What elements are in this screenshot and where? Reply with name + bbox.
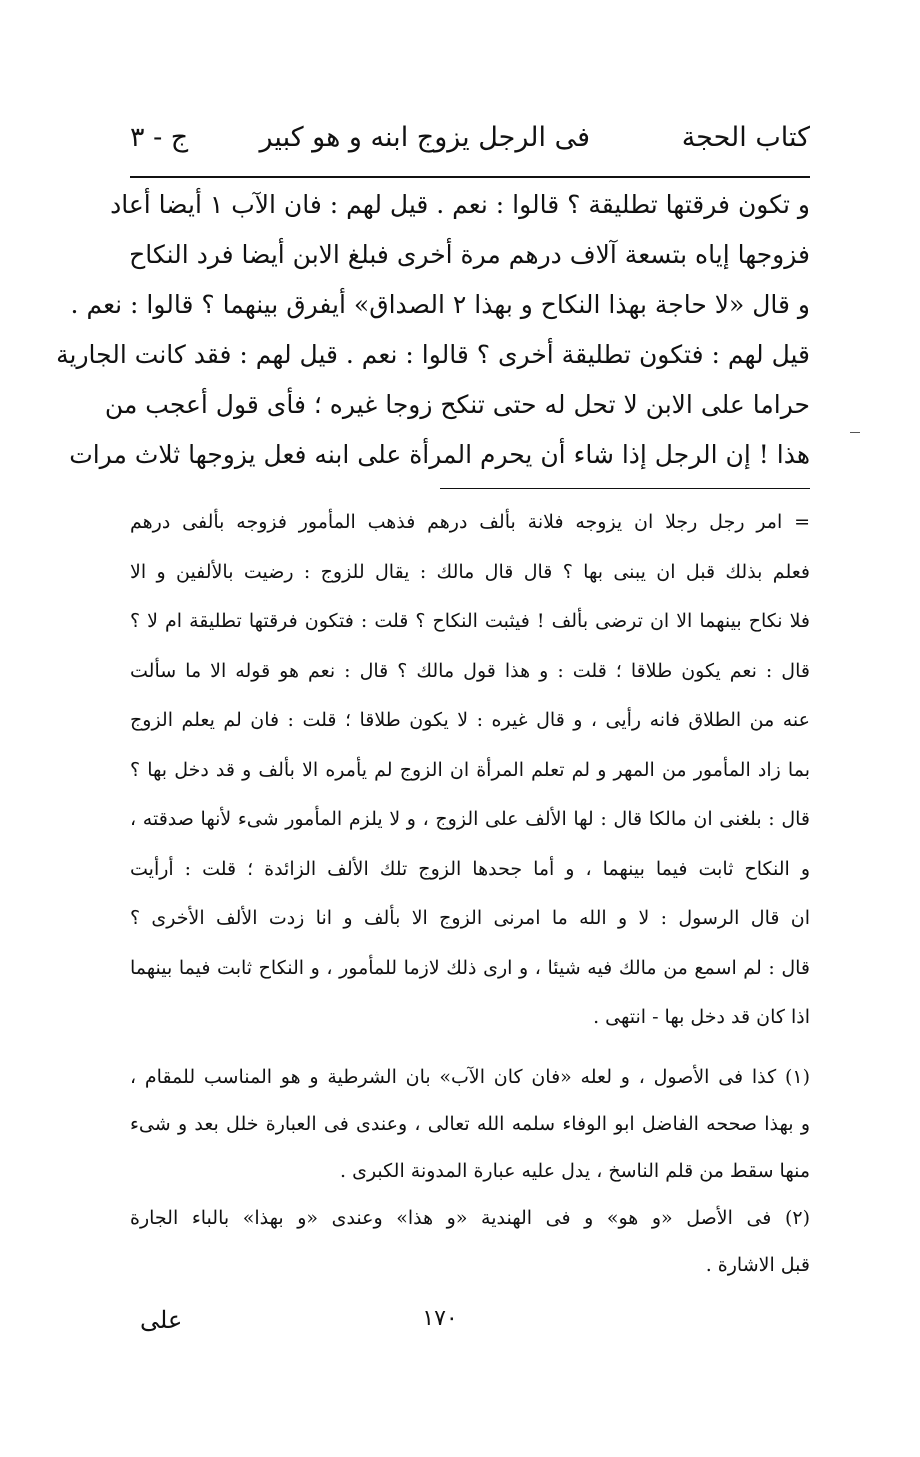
main-line: فزوجها إياه بتسعة آلاف درهم مرة أخرى فبلغ الابن أيضا فرد النكاح: [129, 240, 810, 269]
note-line: فعلم بذلك قبل ان يبنى بها ؟ قال قال مالك : يقال للزوج : رضيت بالألفين و الا: [130, 560, 810, 583]
main-line: و قال «لا حاجة بهذا النكاح و بهذا ٢ الصداق» أيفرق بينهما ؟ قالوا : نعم .: [70, 290, 810, 319]
footnote-line: (٢) فى الأصل «و هو» و فى الهندية «و هذا» وعندى «و بهذا» بالباء الجارة: [130, 1207, 810, 1229]
note-line: و النكاح ثابت فيما بينهما ، و أما جحدها الزوج تلك الألف الزائدة ؛ قلت : أرأيت: [130, 857, 810, 880]
page-number: ١٧٠: [422, 1306, 458, 1331]
note-line: اذا كان قد دخل بها - انتهى .: [593, 1006, 810, 1028]
continued-note-block: [130, 498, 810, 1043]
note-line: قال : لم اسمع من مالك فيه شيئا ، و ارى ذلك لازما للمأمور ، و النكاح ثابت فيما بينهما: [130, 956, 810, 979]
main-text-block: [56, 180, 810, 480]
margin-mark: [850, 432, 860, 433]
note-line: عنه من الطلاق فانه رأيى ، و قال غيره : لا يكون طلاقا ؛ قلت : فان لم يعلم الزوج: [130, 709, 810, 731]
footnote-line: (١) كذا فى الأصول ، و لعله «فان كان الآب» بان الشرطية و هو المناسب للمقام ،: [130, 1066, 810, 1088]
main-line: و تكون فرقتها تطليقة ؟ قالوا : نعم . قيل لهم : فان الآب ١ أيضا أعاد: [110, 190, 810, 219]
note-line: بما زاد المأمور من المهر و لم تعلم المرأة ان الزوج لم يأمره الا بألف و قد دخل بها ؟: [130, 758, 810, 781]
volume-number: ج - ٣: [130, 122, 189, 153]
note-line: قال : بلغنى ان مالكا قال : لها الألف على الزوج ، و لا يلزم المأمور شىء لأنها صدقته ،: [130, 808, 810, 830]
main-line: هذا ! إن الرجل إذا شاء أن يحرم المرأة على ابنه فعل يزوجها ثلاث مرات: [69, 440, 810, 469]
main-line: قيل لهم : فتكون تطليقة أخرى ؟ قالوا : نعم . قيل لهم : فقد كانت الجارية: [56, 340, 810, 369]
note-line: = امر رجل رجلا ان يزوجه فلانة بألف درهم فذهب المأمور فزوجه بألفى درهم: [130, 511, 810, 533]
book-title: كتاب الحجة: [681, 122, 810, 153]
chapter-title: فى الرجل يزوج ابنه و هو كبير: [259, 122, 590, 153]
note-line: فلا نكاح بينهما الا ان ترضى بألف ! فيثبت النكاح ؟ قلت : فتكون فرقتها تطليقة ام لا ؟: [130, 610, 810, 632]
footnote-divider: [440, 488, 810, 489]
catchword: على: [140, 1306, 183, 1334]
footnote-line: قبل الاشارة .: [705, 1254, 810, 1276]
footnote-line: و بهذا صححه الفاضل ابو الوفاء سلمه الله تعالى ، وعندى فى العبارة خلل بعد و شىء: [130, 1113, 810, 1135]
footnote-line: منها سقط من قلم الناسخ ، يدل عليه عبارة المدونة الكبرى .: [340, 1160, 810, 1182]
main-line: حراما على الابن لا تحل له حتى تنكح زوجا غيره ؛ فأى قول أعجب من: [104, 390, 810, 419]
header-divider: [130, 176, 810, 178]
note-line: قال : نعم يكون طلاقا ؛ قلت : و هذا قول مالك ؟ قال : نعم هو قوله الا ما سألت: [130, 659, 810, 682]
footnotes-block: [130, 1054, 810, 1289]
running-header: [130, 116, 810, 172]
note-line: ان قال الرسول : لا و الله ما امرنى الزوج الا بألف و انا زدت الألف الأخرى ؟: [130, 907, 810, 929]
